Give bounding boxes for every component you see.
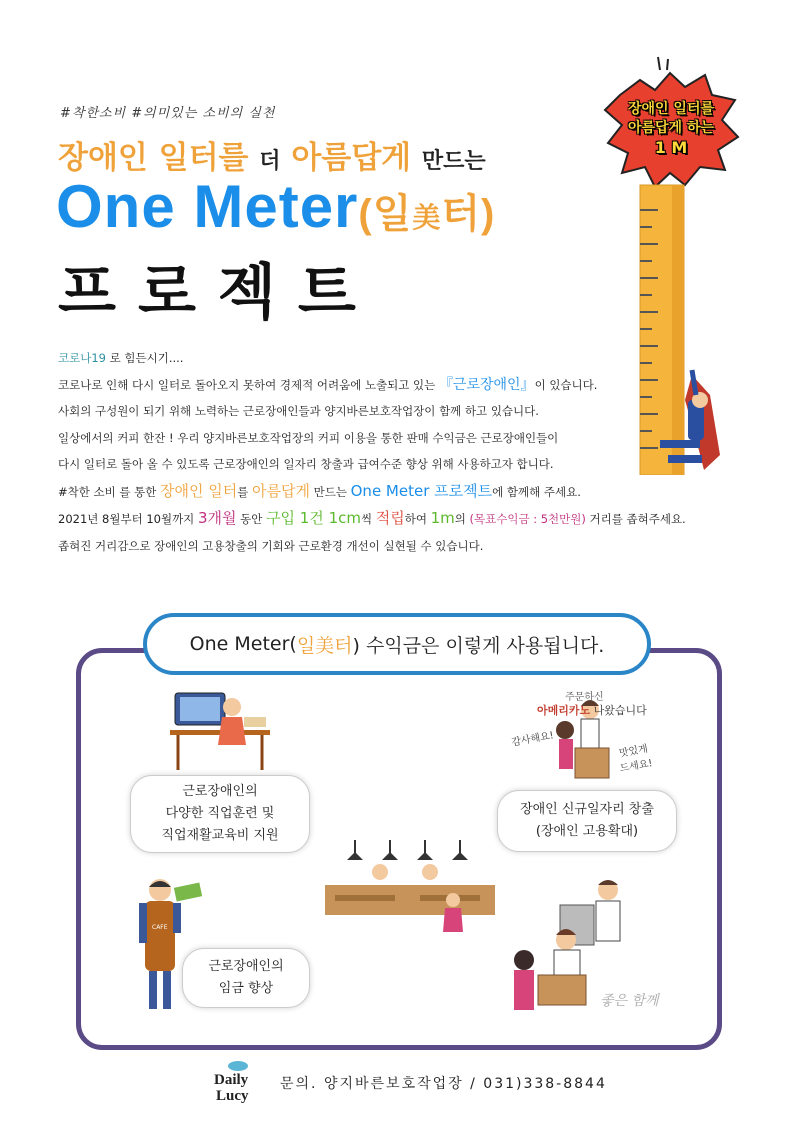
card-jobs xyxy=(497,790,677,852)
bubble-line3: 1 M xyxy=(654,138,688,157)
l6g: 에 함께해 주세요. xyxy=(492,484,581,499)
l7b: 3개월 xyxy=(197,509,237,527)
card-training-line2: 다양한 직업훈련 및 xyxy=(165,806,275,821)
l7j: (목표수익금 : 5천만원) xyxy=(469,512,586,526)
order-text-3: 나왔습니다 xyxy=(590,704,647,717)
body-line-5: 다시 일터로 돌아 올 수 있도록 근로장애인의 일자리 창출과 급여수준 향상 위해 사용하고자 합니다. xyxy=(58,457,554,471)
usage-heading-a: One Meter( xyxy=(189,633,297,655)
usage-heading-c: ) 수익금은 이렇게 사용됩니다. xyxy=(352,634,605,657)
order-bubble-2 xyxy=(537,702,647,718)
l6b: 장애인 일터 xyxy=(160,481,238,500)
body-line-8: 좁혀진 거리감으로 장애인의 고용창출의 기회와 근로환경 개선이 실현될 수 있습니다. xyxy=(58,538,484,553)
card-jobs-line2: (장애인 고용확대) xyxy=(535,824,639,839)
l6f: One Meter 프로젝트 xyxy=(350,481,493,500)
subtitle xyxy=(58,132,486,177)
subtitle-part4: 만드는 xyxy=(421,149,486,174)
body-line-2a: 코로나로 인해 다시 일터로 돌아오지 못하여 경제적 어려움에 노출되고 있는 xyxy=(58,377,439,392)
card-wage-line2: 임금 향상 xyxy=(218,981,274,996)
body-line-7 xyxy=(58,505,748,533)
together-sign: 좋은 함께 xyxy=(600,993,659,1009)
l7k: 거리를 좁혀주세요. xyxy=(585,512,686,526)
title-mi: 美 xyxy=(412,202,442,233)
daily-lucy-logo xyxy=(210,1060,266,1104)
card-training-line3: 직업재활교육비 지원 xyxy=(161,828,279,843)
hashtags: #착한소비 #의미있는 소비의 실천 xyxy=(60,106,276,121)
l7f: 적립 xyxy=(375,509,405,527)
tasty-2: 드세요! xyxy=(618,758,654,775)
l7h: 1m xyxy=(430,509,455,527)
page-title-project: 프로젝트 xyxy=(58,258,378,328)
card-wage-line1: 근로장애인의 xyxy=(208,959,284,974)
l7c: 동안 xyxy=(236,512,267,526)
usage-heading xyxy=(143,613,651,675)
apron-text: CAFE xyxy=(152,924,168,931)
l7g: 하여 xyxy=(404,512,431,526)
bubble-text xyxy=(616,100,726,157)
contact-footer: 문의. 양지바른보호작업장 / 031)338-8844 xyxy=(280,1076,607,1092)
usage-heading-b: 일美터 xyxy=(296,634,353,657)
order-text-1: 주문하신 xyxy=(565,692,604,703)
card-jobs-line1: 장애인 신규일자리 창출 xyxy=(520,802,654,817)
card-training-line1: 근로장애인의 xyxy=(182,784,258,799)
bubble-line2: 아름답게 하는 xyxy=(627,120,715,136)
body-line-3: 사회의 구성원이 되기 위해 노력하는 근로장애인들과 양지바른보호작업장이 함께 하고 있습니다. xyxy=(58,404,539,418)
body-line-1-rest: 로 힘든시기.... xyxy=(105,351,184,365)
logo-line2: Lucy xyxy=(216,1088,249,1104)
body-line-4: 일상에서의 커피 한잔 ! 우리 양지바른보호작업장의 커피 이용을 통한 판매 수익금은 근로장애인들이 xyxy=(58,430,559,445)
body-line-2 xyxy=(58,372,748,399)
l7a: 2021년 8월부터 10월까지 xyxy=(58,512,198,526)
title-paren-close: 터) xyxy=(441,192,496,236)
body-line-6 xyxy=(58,478,748,506)
order-bubble xyxy=(565,688,604,703)
body-line-2c: 이 있습니다. xyxy=(534,377,598,392)
subtitle-part1: 장애인 일터를 xyxy=(58,140,249,176)
tasty-text xyxy=(616,739,654,774)
card-training xyxy=(130,775,310,853)
title-main: One Meter xyxy=(56,173,359,240)
subtitle-part3: 아름답게 xyxy=(291,140,412,176)
l7d: 구입 1건 1cm xyxy=(266,509,361,527)
subtitle-part2: 더 xyxy=(259,149,281,174)
thanks-text: 감사해요! xyxy=(510,730,555,749)
bubble-line1: 장애인 일터를 xyxy=(627,101,715,117)
l6c: 를 xyxy=(237,484,253,499)
body-line-2-highlight: 『근로장애인』 xyxy=(438,376,535,393)
logo-line1: Daily xyxy=(214,1072,249,1088)
l6d: 아름답게 xyxy=(252,481,310,500)
cafe-illustration xyxy=(325,840,495,950)
l7i: 의 xyxy=(454,512,470,526)
tasty-1: 맛있게 xyxy=(618,743,649,760)
title-paren-open: (일 xyxy=(358,192,413,236)
body-text xyxy=(58,345,748,559)
card-wage xyxy=(182,948,310,1008)
covid-text: 코로나19 xyxy=(58,351,106,365)
order-text-2: 아메리카노 xyxy=(537,704,591,717)
l6e: 만드는 xyxy=(309,484,351,499)
body-line-1 xyxy=(58,345,748,372)
page-title xyxy=(56,172,495,241)
l7e: 씩 xyxy=(360,512,376,526)
l6a: #착한 소비 를 통한 xyxy=(58,484,161,499)
training-illustration xyxy=(160,685,280,775)
